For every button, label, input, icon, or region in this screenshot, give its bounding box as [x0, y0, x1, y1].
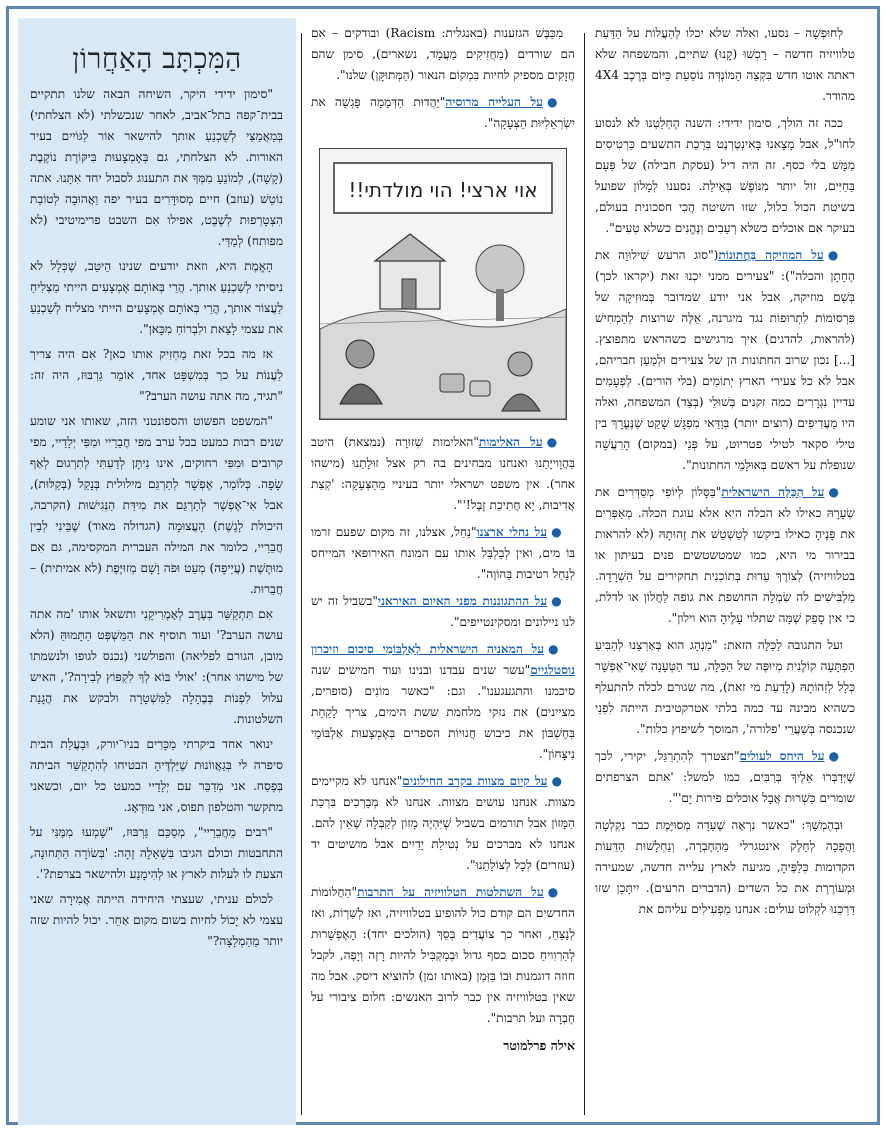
- topic-label: על הַכַּלָּה הישראלית: [721, 485, 825, 499]
- column-divider: [301, 33, 302, 1115]
- bullet-icon: ●: [551, 525, 563, 539]
- topic-entry: [595, 482, 855, 629]
- topic-label: על היחס לעולים: [739, 749, 825, 763]
- bullet-icon: ●: [547, 95, 563, 109]
- bullet-icon: ●: [827, 248, 843, 262]
- topic-text: "הַחֲלוֹמוֹת החדשים הם קודם כול להופיע בטלוויזיה, ואז לְשַׁרְוֹת, ואז לְנַצֵּחַ, ואחר כך צוֹעֲדִים בְּסֵךְ (הולכים יחד): הָאֶפְשָׁרוּת לְהַרְוִויחַ סכום כסף גדול וּבְמַקְבִּיל להיות רָזֶה וְיָפֶה, לקבל חוזה דוגמנות וּבוֹ בַּזְּמַן (באותו זמן) להוציא דיסק. אבל מה שאין בטלוויזיה אין כבר לרוב האנשים: חלום ציבורי על חֶבְרָה ועל תרבות".: [311, 885, 575, 1025]
- topic-label: על האלימות: [478, 435, 543, 449]
- topic-label: על המוזיקה בַּחֲתוּנוֹת: [718, 248, 824, 262]
- topic-entry: [311, 639, 575, 765]
- column-divider: [584, 33, 585, 1115]
- topic-entry: [311, 591, 575, 633]
- bullet-icon: ●: [551, 774, 563, 788]
- author-signature: אילה פרלמוטר: [503, 1038, 575, 1053]
- topic-label: על נחלי ארצנו: [476, 525, 548, 539]
- topic-text: "יַהֲדוּת הַדְּמָמָה פָּגְשָׁה את יִשְׂרְאֵלִיּוּת הַצְּעָקָה".: [311, 95, 575, 130]
- topic-text: "תצטרך לְהִתְרַגֵּל, יקירי, לכך שֶׁיְּדַבְּרוּ אֵלֶיךָ בְּרַבִּים, כמו למשל: 'אתם הצרפתים שומרים כַּשְׁרוּת אֲבָל אוכלים פירות יָם'".: [595, 749, 855, 805]
- topic-entry: [311, 771, 575, 876]
- article-column-middle: [311, 23, 575, 1062]
- drawing-caption: אוי ארצי! הוי מולדתי!!: [348, 178, 538, 202]
- topic-label: על העלייה מרוסיה: [445, 95, 544, 109]
- topic-label: על השתלטות הטלוויזיה על התרבות: [357, 885, 544, 899]
- bullet-icon: ●: [828, 749, 843, 763]
- topic-text: "נַחַל, אצלנו, זה מקום שפעם זרמו בּוֹ מים, ואין לְבַלְבֵּל אותו עם המונח האירופאי המייחס לְנַחַל רטיבות בַּהוֹוֶה".: [311, 525, 575, 581]
- letter-paragraph: ינואר אחד ביקרתי מַכָּרִים בניו־יורק, וּבַעֲלַת הבית סיפרה לי בְּגַאֲווֹנוּת שֶׁיַּלְדֶּיהָ הבטיחו לְהִתְקַשֵּׁר הביתה בְּפֶסַח. אני מְדַבֵּר עם יְלָדַיי כמעט כל יום, וכשאני מתקשר והטלפון תפוס, אני מוּדְאָג.: [30, 737, 283, 814]
- letter-paragraph: "המשפט הפשוט והספונטני הזה, שאותו אני שומע שנים רבות כמעט בכל ערב מפי חֲבֵרַיי וּמִפִּי יְלָדַיי, מפי קרובים וּמִפִּי רחוקים, אינו נִיתָּן לְדַעְתִּי לְתִרְגוּם לְאַף שָׂפָה. כְּלוֹמַר, אֶפְשָׁר לְתַרְגֵּם מילולית בְּנָקֵל (בְּקַלּוּת), אבל אִי־אֶפְשָׁר לְתַרְגֵּם את מִידַּת הַנְּגִישׁוּת (הקרבה, היכולת לָגֶשֶׁת) הָעֲצוּמָה (הגדולה מאוד) שֶׁבֵּינִי לְבֵין חֲבֵרַיי, כלומר את המילה העברית המקסימה, גם אִם מוּתֶּשֶׁת (עֲיֵיפָה) מְעַט וּפֹה וָשָׁם מְזוּיֶּפֶת (לא אמיתית) – חֲבֵרוּת.: [30, 414, 283, 596]
- bullet-icon: ●: [546, 435, 563, 449]
- article-column-right: [595, 23, 855, 926]
- letter-body: [18, 84, 296, 952]
- article-paragraph: וּבְהֶמְשֵׁךְ: "כאשר נִרְאָה שֶׁעֵדָה מְסוּיֶּמֶת כבר נִקְלְטָה וַהֲפָכָה לְחֵלֶק אינטגרלי מֵהַחֶבְרָה, וְנַחְלָשׁוּת הַדֵּעוֹת הקדומות כְּלַפֶּיהָ, מגיעה לארץ עלייה חדשה, שמעירה וּמְעוֹרֶרֶת את כל השדים (הדברים הרעים). יִיתָּכֵן שזו דַּרְכֵּנוּ לִקְלוֹט עולים: אנחנו מַפְעִילִים עליהם את: [595, 818, 855, 916]
- letter-sidebar: [18, 18, 296, 1125]
- article-paragraph: ועל התגובה לַכַּלָּה הזאת: "מִנְהָג הוא בְּאַרְצֵנוּ לְהַבִּיעַ הַפְתָּעָה קוֹלֶנִית מְיוּפֶּה של הַכַּלָּה, עד הַטְּעָנָה שֶׁאִי־אֶפְשָׁר כְּלָל לְזַהוֹתָהּ (לָדַעַת מי זאת), מה שגורם לכלה להתעלף כשהיא מבינה עד כמה בלתי אטרקטיבית הייתה לִפְנֵי שנכנסה בְּשַׁעֲרֵי 'פלורה', המוסך לשיפוץ כלות".: [595, 638, 855, 736]
- topic-text: "בַּסָּלוֹן לְיוֹפִי מְסַדְּרִים את שְׂעָרָהּ כאילו לא הכלה היא אלא עוגת הכלה. מְאַפְּרִים את פָּנֶיהָ כאילו ביקשו לְטַשְׁטֵשׁ את זֶהוּתָהּ (לא להראות בבירור מי היא, כמו שמטשטשים פנים בעיתון או בטלוויזיה) לְצוֹרֶךְ עֵדוּת בְּתוֹכְנִית תחקירים על הַשְׁרָדָה. מַלְבִּישִׁים לה שִׂמְלָה החושפת את גופה לַחֲלוֹן או לדלת, כי אין סָפֵק שֶׁמָּה שתלוי עָלֶיהָ הוא וילון".: [595, 485, 855, 625]
- letter-paragraph: "רבים מֵחֲבֵרַיי", מְסַכֵּם גַּרְבּוּז, "שָׁמְעוּ מִמֶּנִּי על התחבטות וכולם הגיבו בִּשְׁאֵלָה זֶהָה: 'בְּשׂוֹרָה הַתְּחוּנָה, הצעת לו לעלות לארץ או לְהִימָנַע ולהישאר בצרפת?'.: [30, 825, 283, 881]
- bullet-icon: ●: [551, 594, 563, 608]
- letter-paragraph: הָאֱמֶת היא, וזאת יודעים שנינו הֵיטֵב, שֶׁכְּלָל לא ניסיתי לְשַׁכְנֵעַ אותך. הֲרֵי בְּאוֹתָם אֶמְצָעִים הייתי מַצְלִיחַ לַעֲצוֹר אותך, הֲרֵי בְּאוֹתָם אֶמְצָעִים הייתי מצליח לְשַׁכְנֵעַ את עצמי לָצֵאת ולִבְרוֹחַ מִכָּאן".: [30, 259, 283, 336]
- bullet-icon: ●: [547, 642, 563, 656]
- topic-entry: [595, 746, 855, 809]
- article-paragraph: מִכַּבֶּשׁ הגזענות (באנגלית: Racism) ובודקים – אִם הם שורדים (מַחֲזִיקִים מַעֲמָד, נשארים), סימן שהם חֲזָקִים מספיק לחיות בִּמְקוֹם הנאור (הַמְּתוּקָּן) שלנו".: [311, 26, 575, 82]
- letter-paragraph: "סימון ידידי היקר, השיחה הבאה שלנו תתקיים בבית־קפה בתל־אביב, לאחר שנכשלתי (לא הצלחתי) בְּמַאֲמַצַּי לְשַׁכְנֵעַ אותך להישאר אוֹר לַגּוֹיִים בעיר האורות. לא הצלחתי, גם בְּאֶמְצָעוּת בִּיקּוֹרֶת נוֹקֶבֶת (קָשָׁה), לְמוֹנֵעַ מִמְּךָ את התענוג לסבול יחד אִתָּנוּ. אתה נוֹטֵשׁ (עוזב) חיים מְסוּדָּרִים בעיר יפה וַאֲהוּבָה לְטוֹבַת הִצְטָרְפוּת לְשֶׁבֶט, אפילו אִם השבט פרימיטיבי (לא מפותח) לְמַדַּי.: [30, 87, 283, 248]
- letter-paragraph: אז מה בכל זאת מַחְזִיק אותו כאן? אִם היה צריך לַעֲנוֹת על כך בְּמִשְׁפָּט אחד, אוֹמֵר גַּרְבּוּז, היה זה: "תגיד, מה אתה עושה הערב?": [30, 347, 283, 403]
- letter-paragraph: אִם תִּתְקַשֵּׁר בְּעֶרֶב לְאָמֶרִיקָנִי ותשאל אותו 'מה אתה עושה הערב?' ועוד תוסיף את הַמַּשְׁפְּט הַתָּמוּהַּ (הלא מובן, הגורם לפליאה) והפולשני (נכנס לגופו ולנשמתו של מישהו אחר): 'אולי בּוֹא לְךָ לִקְפּוֹץ לְבִירָה?', האיש עלול לִפְנוֹת בְּבֶהָלָה לַמִּשְׁטָרָה ולבקש את הֲגָנַת השלטונות.: [30, 607, 283, 726]
- topic-label: על המאניה הישראלית לְאַלְבּוֹמֵי סיכום וזיכרון נוסטלגיים: [311, 642, 575, 677]
- topic-entry: [595, 245, 855, 476]
- topic-text: "אנחנו לא מקיימים מצוות. אנחנו עושים מצוות. אנחנו לא מְבָרְכִים בִּרְכַּת הַמָּזוֹן אבל תורמים בשביל שֶׁיִּהְיֶה מָזוֹן לְקַבְּלָה שֶׁאֵין להם. אנחנו לא מברכים על נְטִילַת יָדַיִים אבל מושיטים יד (עוזרים) לְכָל לְצוֹלָתֵנוּ".: [311, 774, 575, 872]
- topic-label: על קיום מצוות בקרב החילונים: [402, 774, 548, 788]
- topic-label: על ההתגוננות מפני האיום האיראני: [377, 594, 548, 608]
- letter-paragraph: לכולם עניתי, שעצתי היחידה הייתה אֲמִירָה שאני עצמי לא יָכוֹל לחיות בשום מקום אַחֵר. יכול להיות שזה יותר מֵהַמְלָצָה?": [30, 892, 283, 948]
- topic-text: "האלימות שְׁזוּרָה (נמצאת) היטב בַּהֲוָוייָתֵנוּ ואנחנו מבחינים בה רק אצל זוּלָתֵנוּ (מישהו אחר). אין משפט ישראלי יותר בעיניי מֵהַצְּעָקָה: 'קְצַת אֲדִיבוּת, יָא חֲתִיכַת זֶבֶל!'".: [311, 435, 575, 512]
- topic-text: "עשר שנים עבדנו ובנינו ועוד חמישים שנה סיכמנו והתגעגענו". וגם: "כאשר מוֹנִים (סופרים, מציינים) את נזקי מלחמת ששת הימים, צריך לָקַחַת בְּחֶשְׁבּוֹן את כיבוש חֲנוּיוֹת הספרים בְּאֶמְצָעוּת אַלְבּוֹמֵי נִיצָּחוֹן".: [311, 663, 575, 761]
- letter-title: הַמִּכְתָּב הָאַחֲרוֹן: [72, 42, 242, 75]
- topic-entry: [311, 432, 575, 516]
- bullet-icon: ●: [828, 485, 843, 499]
- topic-text: "בשביל זה יש לנו ניילונים ומסקינטייפים".: [311, 594, 575, 629]
- topic-text: ("סוג הרעש שִׁילוּוָה את הֶחָתָן והכלה"): "צעירים ממני יִכְנוּ זאת (יקראו לכך) בְּשֵׁם מוזיקה, אבל אני יודע שמדובר בְּמוּזִיקָה של פִּרְסוֹמוֹת לִתְרוּפוֹת נגד מיגרנה, אֵלֶּה שרוצות לְהַמְחִישׁ (להראות, להדגים) איך מרגישים כשהראש מתפוצץ. [...] נכון שרוב החתונות הן של צעירים וּלְמַעַן חבריהם, אבל לא כל צעירי הארץ יְתוֹמִים (בלי הורים). לְפְעָמִים עדיין נִגְרָרִים כמה זקנים בְּשׁוּלֵי (בְּצַד) המשפחה, ואלה היו מַעֲדִיפִים (רוצים יותר) בְּוַדַּאי מִפְגָּשׁ שָׁקֵט שֶׁנֶּעֱרָךְ בין טילי סקאד לטילי פטריוט, על פְּנֵי (במקום) הָרַעֲשָׁה שנופלת על ראשם בְּאוּלָמֵי החתונות".: [595, 248, 855, 472]
- topic-entry: [311, 882, 575, 1029]
- topic-entry: [311, 92, 575, 134]
- page-frame: [6, 6, 880, 1125]
- cartoon-drawing: [319, 148, 567, 420]
- article-paragraph: לְחוּפְשָׁה – נסעו, ואלה שלא יכלו לְהַעֲלוֹת על הַדַּעַת טלוויזיה חדשה – רָכְשׁוּ (קָנוּ) שתיים, והמשפחה שלא ראתה אוטו חדש בִּקְצֵה הַמּוֹנְדְּה נוֹסַעַת כַּיּוֹם בְּרֶכֶב 4X4 מהודר.: [595, 26, 855, 103]
- article-paragraph: ככה זה הולך, סימון ידידי: השנה הֶחְלַטְנוּ לא לנסוע לחו"ל, אבל מָצָאנוּ בָּאִינְטֶרְנֶט בְּרֵכַת התשעים כַּרְטִיסִים מַמָּשׁ בלי כסף. זה היה דיל (עסקת חבילה) של פַּעַם בַּחַיִּים, זול יותר מִנּוֹפֶשׁ בְּאֵילַת. נסענו לְמָלוֹן שפועל בשיטת הכול כלול, שזו השיטה הֲכִי חסכונית בעולם, בעיקר אִם אוכלים כשלא רְעֵבִים וְנֶהֱנִים כשלא טְעִים".: [595, 116, 855, 235]
- topic-entry: [311, 522, 575, 585]
- bullet-icon: ●: [547, 885, 563, 899]
